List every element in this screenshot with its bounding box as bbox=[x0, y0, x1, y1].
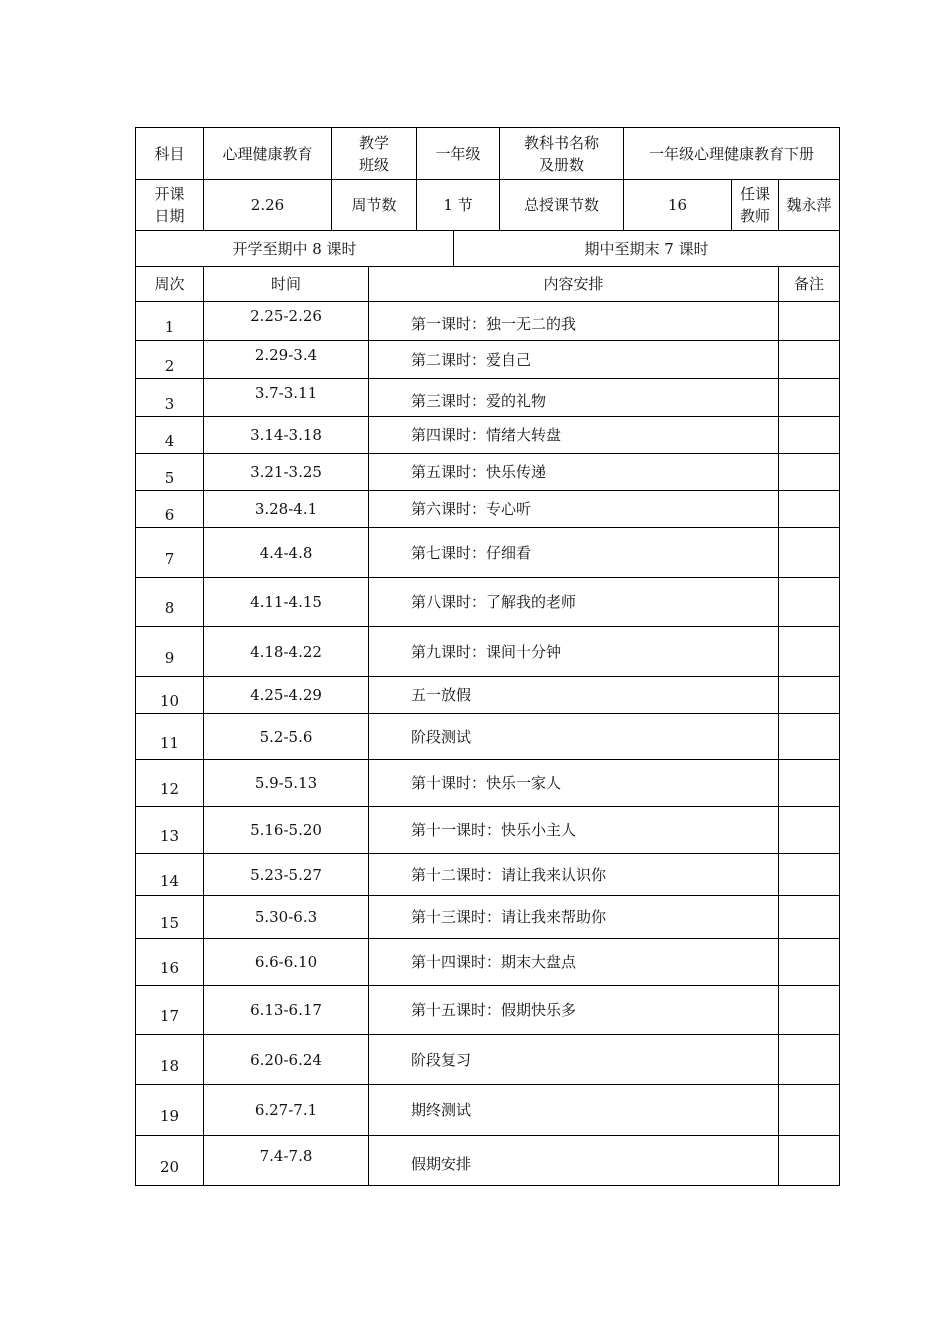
period-first-half: 开学至期中 8 课时 bbox=[136, 231, 454, 267]
note-cell bbox=[779, 417, 840, 454]
time-cell: 4.4-4.8 bbox=[204, 528, 369, 578]
column-header-time: 时间 bbox=[204, 267, 369, 302]
content-cell: 期终测试 bbox=[369, 1085, 779, 1136]
teaching-plan-table bbox=[135, 127, 840, 1186]
note-cell bbox=[779, 379, 840, 417]
week-cell: 10 bbox=[136, 677, 204, 714]
week-cell: 3 bbox=[136, 379, 204, 417]
period-second-half: 期中至期末 7 课时 bbox=[454, 231, 840, 267]
table-row bbox=[136, 302, 840, 341]
table-row bbox=[136, 341, 840, 379]
week-cell: 19 bbox=[136, 1085, 204, 1136]
content-cell: 五一放假 bbox=[369, 677, 779, 714]
subject-label: 科目 bbox=[136, 128, 204, 180]
class-label: 教学 班级 bbox=[332, 128, 417, 180]
time-cell: 2.29-3.4 bbox=[204, 341, 369, 379]
note-cell bbox=[779, 341, 840, 379]
table-row bbox=[136, 417, 840, 454]
content-cell: 假期安排 bbox=[369, 1136, 779, 1186]
time-cell: 5.9-5.13 bbox=[204, 760, 369, 807]
week-cell: 13 bbox=[136, 807, 204, 854]
content-cell: 第十四课时：期末大盘点 bbox=[369, 939, 779, 986]
table-row bbox=[136, 986, 840, 1035]
note-cell bbox=[779, 714, 840, 760]
week-cell: 16 bbox=[136, 939, 204, 986]
week-cell: 5 bbox=[136, 454, 204, 491]
note-cell bbox=[779, 677, 840, 714]
period-row bbox=[136, 231, 840, 267]
content-cell: 第一课时：独一无二的我 bbox=[369, 302, 779, 341]
note-cell bbox=[779, 1035, 840, 1085]
note-cell bbox=[779, 896, 840, 939]
column-header-week: 周次 bbox=[136, 267, 204, 302]
week-cell: 2 bbox=[136, 341, 204, 379]
table-row bbox=[136, 677, 840, 714]
table-row bbox=[136, 528, 840, 578]
time-cell: 4.18-4.22 bbox=[204, 627, 369, 677]
note-cell bbox=[779, 986, 840, 1035]
table-row bbox=[136, 454, 840, 491]
note-cell bbox=[779, 1136, 840, 1186]
week-cell: 17 bbox=[136, 986, 204, 1035]
week-cell: 9 bbox=[136, 627, 204, 677]
time-cell: 6.13-6.17 bbox=[204, 986, 369, 1035]
table-row bbox=[136, 1085, 840, 1136]
table-row bbox=[136, 1035, 840, 1085]
content-cell: 第十二课时：请让我来认识你 bbox=[369, 854, 779, 896]
note-cell bbox=[779, 939, 840, 986]
weekly-lessons-value: 1 节 bbox=[417, 180, 500, 231]
note-cell bbox=[779, 302, 840, 341]
note-cell bbox=[779, 807, 840, 854]
weekly-lessons-label: 周节数 bbox=[332, 180, 417, 231]
time-cell: 6.6-6.10 bbox=[204, 939, 369, 986]
time-cell: 5.16-5.20 bbox=[204, 807, 369, 854]
week-cell: 6 bbox=[136, 491, 204, 528]
total-lessons-value: 16 bbox=[624, 180, 732, 231]
time-cell: 7.4-7.8 bbox=[204, 1136, 369, 1186]
class-value: 一年级 bbox=[417, 128, 500, 180]
content-cell: 阶段测试 bbox=[369, 714, 779, 760]
time-cell: 3.14-3.18 bbox=[204, 417, 369, 454]
note-cell bbox=[779, 528, 840, 578]
week-cell: 14 bbox=[136, 854, 204, 896]
time-cell: 4.11-4.15 bbox=[204, 578, 369, 627]
time-cell: 3.7-3.11 bbox=[204, 379, 369, 417]
content-cell: 第十五课时：假期快乐多 bbox=[369, 986, 779, 1035]
header-row-1 bbox=[136, 128, 840, 180]
week-cell: 11 bbox=[136, 714, 204, 760]
time-cell: 3.21-3.25 bbox=[204, 454, 369, 491]
note-cell bbox=[779, 454, 840, 491]
time-cell: 5.2-5.6 bbox=[204, 714, 369, 760]
time-cell: 5.30-6.3 bbox=[204, 896, 369, 939]
time-cell: 6.20-6.24 bbox=[204, 1035, 369, 1085]
week-cell: 8 bbox=[136, 578, 204, 627]
week-cell: 15 bbox=[136, 896, 204, 939]
table-row bbox=[136, 896, 840, 939]
content-cell: 第十课时：快乐一家人 bbox=[369, 760, 779, 807]
note-cell bbox=[779, 627, 840, 677]
time-cell: 4.25-4.29 bbox=[204, 677, 369, 714]
column-header-content: 内容安排 bbox=[369, 267, 779, 302]
note-cell bbox=[779, 854, 840, 896]
time-cell: 2.25-2.26 bbox=[204, 302, 369, 341]
book-label: 教科书名称 及册数 bbox=[500, 128, 624, 180]
note-cell bbox=[779, 578, 840, 627]
table-row bbox=[136, 714, 840, 760]
content-cell: 第八课时：了解我的老师 bbox=[369, 578, 779, 627]
table-row bbox=[136, 379, 840, 417]
week-cell: 20 bbox=[136, 1136, 204, 1186]
table-row bbox=[136, 491, 840, 528]
week-cell: 18 bbox=[136, 1035, 204, 1085]
content-cell: 第二课时：爱自己 bbox=[369, 341, 779, 379]
content-cell: 第十三课时：请让我来帮助你 bbox=[369, 896, 779, 939]
week-cell: 4 bbox=[136, 417, 204, 454]
time-cell: 6.27-7.1 bbox=[204, 1085, 369, 1136]
table-row bbox=[136, 1136, 840, 1186]
table-row bbox=[136, 854, 840, 896]
subject-value: 心理健康教育 bbox=[204, 128, 332, 180]
table-row bbox=[136, 578, 840, 627]
teacher-value: 魏永萍 bbox=[779, 180, 840, 231]
note-cell bbox=[779, 1085, 840, 1136]
column-header-note: 备注 bbox=[779, 267, 840, 302]
time-cell: 5.23-5.27 bbox=[204, 854, 369, 896]
header-row-2 bbox=[136, 180, 840, 231]
table-row bbox=[136, 760, 840, 807]
start-date-value: 2.26 bbox=[204, 180, 332, 231]
content-cell: 第九课时：课间十分钟 bbox=[369, 627, 779, 677]
time-cell: 3.28-4.1 bbox=[204, 491, 369, 528]
book-value: 一年级心理健康教育下册 bbox=[624, 128, 840, 180]
table-row bbox=[136, 939, 840, 986]
week-cell: 7 bbox=[136, 528, 204, 578]
content-cell: 第四课时：情绪大转盘 bbox=[369, 417, 779, 454]
week-cell: 1 bbox=[136, 302, 204, 341]
content-cell: 第六课时：专心听 bbox=[369, 491, 779, 528]
note-cell bbox=[779, 491, 840, 528]
content-cell: 第七课时：仔细看 bbox=[369, 528, 779, 578]
table-row bbox=[136, 807, 840, 854]
table-row bbox=[136, 627, 840, 677]
week-cell: 12 bbox=[136, 760, 204, 807]
teacher-label: 任课 教师 bbox=[732, 180, 779, 231]
content-cell: 第三课时：爱的礼物 bbox=[369, 379, 779, 417]
total-lessons-label: 总授课节数 bbox=[500, 180, 624, 231]
content-cell: 第五课时：快乐传递 bbox=[369, 454, 779, 491]
start-date-label: 开课 日期 bbox=[136, 180, 204, 231]
column-header-row bbox=[136, 267, 840, 302]
content-cell: 阶段复习 bbox=[369, 1035, 779, 1085]
content-cell: 第十一课时：快乐小主人 bbox=[369, 807, 779, 854]
note-cell bbox=[779, 760, 840, 807]
